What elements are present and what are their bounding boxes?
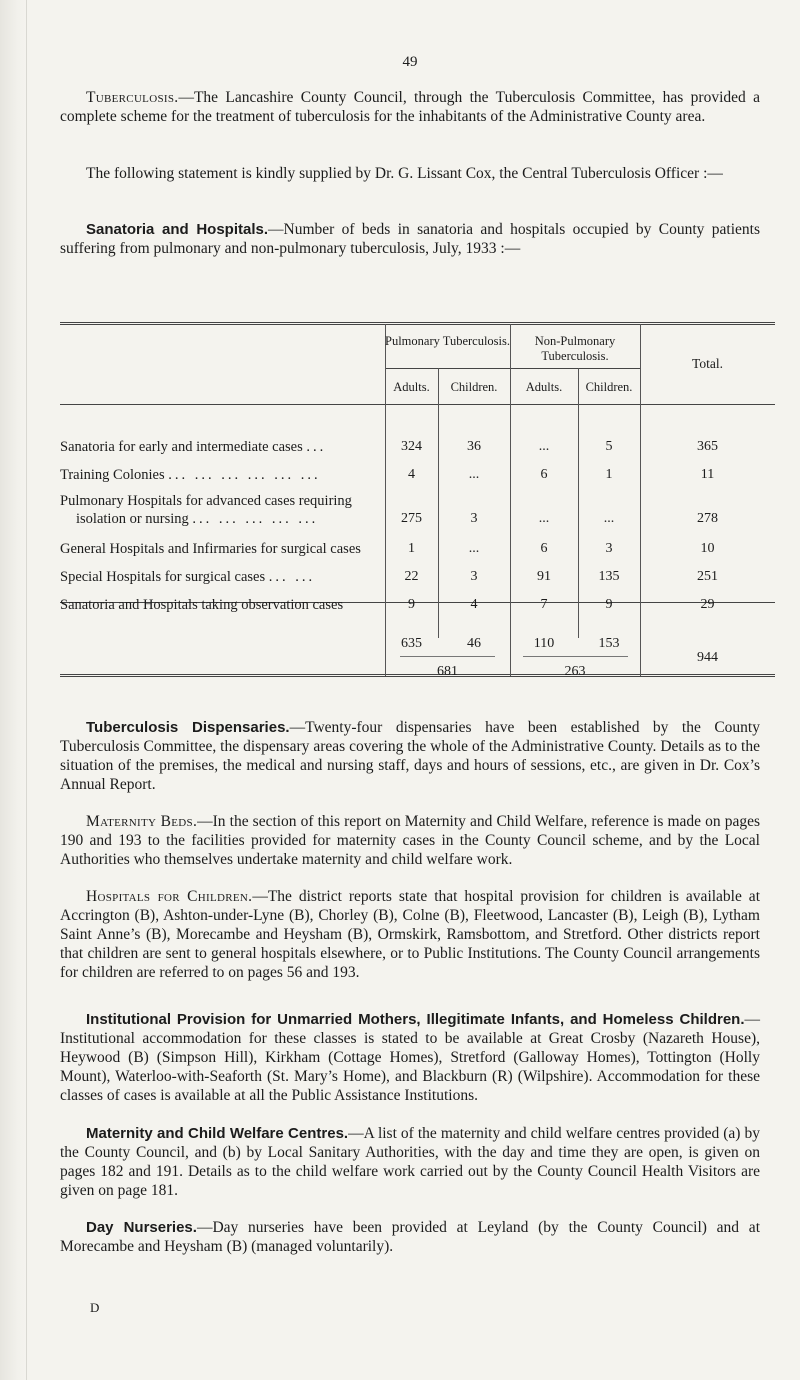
day-nurseries-paragraph (60, 1218, 760, 1256)
header-pulmonary: Pulmonary Tuberculosis. (385, 334, 511, 348)
row-label: Training Colonies ... ... ... ... ... ... (60, 467, 321, 483)
total-pulmonary-children: 46 (467, 636, 481, 651)
cell-pulmonary-adults: 9 (408, 597, 415, 612)
cell-pulmonary-adults: 22 (404, 569, 419, 584)
cell-non-pulmonary-adults: 6 (540, 467, 548, 482)
cell-pulmonary-adults: 4 (408, 467, 415, 482)
page-binding-edge (0, 0, 27, 1380)
sanatoria-heading: Sanatoria and Hospitals. (86, 221, 269, 238)
cell-total: 29 (700, 597, 715, 612)
non-pulmonary-group-rule (510, 368, 640, 369)
row-label: Special Hospitals for surgical cases ... ... (60, 569, 316, 585)
day-nurseries-text: —Day nurseries have been provided at Leyland (by the County Council) and at Morecambe and Heysham (B) (managed voluntarily). (60, 1219, 760, 1255)
header-pulmonary-children: Children. (450, 380, 498, 394)
welfare-centres-text: —A list of the maternity and child welfare centres provided (a) by the County Council, and (b) by Local Sanitary Authorities, with the day and time they are open, is given on pages 182 and 191. Details as to the child welfare work carried out by the County Council Health Visitors are given on page 181. (60, 1125, 760, 1199)
cell-non-pulmonary-children: 135 (598, 569, 620, 584)
non-pulmonary-brace (523, 656, 628, 657)
header-pulmonary-adults: Adults. (393, 380, 430, 394)
hospitals-children-heading: Hospitals for Children. (86, 888, 253, 905)
cell-non-pulmonary-adults: ... (538, 439, 550, 454)
cell-pulmonary-adults: 275 (401, 511, 422, 526)
signature-mark: D (90, 1300, 100, 1315)
total-pulmonary-adults: 635 (401, 636, 422, 651)
sanatoria-paragraph (60, 220, 760, 258)
cell-non-pulmonary-children: 1 (605, 467, 613, 482)
maternity-beds-heading: Maternity Beds. (86, 813, 198, 830)
cell-total: 11 (700, 467, 715, 482)
tuberculosis-text: —The Lancashire County Council, through the Tuberculosis Committee, has provided a complete scheme for the treatment of tuberculosis for the inhabitants of the Administrative County area. (60, 89, 760, 125)
cell-non-pulmonary-adults: 91 (537, 569, 551, 584)
cell-non-pulmonary-adults: 6 (540, 541, 548, 556)
cell-pulmonary-adults: 324 (401, 439, 422, 454)
table-top-rule-double (60, 324, 775, 325)
dispensaries-text: —Twenty-four dispensaries have been established by the County Tuberculosis Committee, the dispensary areas covering the whole of the Administrative County. Details as to the situation of the premises, the medical and nursing staff, days and hours of sessions, etc., are given in Dr. Cox’s Annual Report. (60, 719, 760, 793)
table-top-rule (60, 322, 775, 323)
cell-pulmonary-children: ... (468, 467, 480, 482)
cell-total: 251 (697, 569, 718, 584)
row-label: Pulmonary Hospitals for advanced cases requiring isolation or nursing ... ... ... ... ... (60, 493, 352, 527)
cell-total: 278 (697, 511, 718, 526)
hospitals-children-text: —The district reports state that hospital provision for children is available at Accrington (B), Ashton-under-Lyne (B), Chorley (B), Colne (B), Fleetwood, Lancaster (B), Leigh (B), Lytham Saint Anne’s (B), Morecambe and Heysham (B), Ormskirk, Ramsbottom, and Stretford. Other districts report that children are sent to general hospitals elsewhere, or to Public Institutions. The County Council arrangements for children are referred to on pages 56 and 193. (60, 888, 760, 981)
cell-non-pulmonary-adults: 7 (540, 597, 548, 612)
total-non-pulmonary-adults: 110 (533, 636, 555, 651)
dispensaries-paragraph (60, 718, 760, 794)
row-label: Sanatoria for early and intermediate cases ... (60, 439, 327, 455)
tuberculosis-heading: Tuberculosis. (86, 89, 179, 106)
cell-non-pulmonary-children: 5 (605, 439, 613, 454)
sanatoria-text: —Number of beds in sanatoria and hospitals occupied by County patients suffering from pulmonary and non-pulmonary tuberculosis, July, 1933 :— (60, 221, 760, 257)
row-label: General Hospitals and Infirmaries for surgical cases (60, 541, 361, 557)
total-non-pulmonary: 263 (564, 664, 586, 679)
welfare-centres-paragraph (60, 1124, 760, 1200)
cell-pulmonary-children: ... (468, 541, 480, 556)
cell-non-pulmonary-adults: ... (538, 511, 550, 526)
maternity-beds-paragraph (60, 812, 760, 869)
cell-pulmonary-children: 3 (470, 511, 478, 526)
grand-total: 944 (697, 650, 718, 665)
total-pulmonary: 681 (437, 664, 458, 679)
statement-paragraph (60, 164, 760, 183)
pulmonary-group-rule (385, 368, 510, 369)
day-nurseries-heading: Day Nurseries. (86, 1219, 197, 1236)
cell-total: 10 (700, 541, 715, 556)
pulmonary-brace (400, 656, 495, 657)
col-rule-5 (640, 324, 641, 676)
institutional-heading: Institutional Provision for Unmarried Mothers, Illegitimate Infants, and Homeless Children. (86, 1011, 745, 1028)
header-bottom-rule (60, 404, 775, 405)
cell-non-pulmonary-children: 9 (605, 597, 613, 612)
institutional-paragraph (60, 1010, 760, 1105)
col-rule-1 (385, 324, 386, 676)
cell-non-pulmonary-children: 3 (605, 541, 613, 556)
cell-pulmonary-adults: 1 (408, 541, 415, 556)
welfare-centres-heading: Maternity and Child Welfare Centres. (86, 1125, 349, 1142)
institutional-text: — Institutional accommodation for these classes is stated to be available at Great Crosby (Nazareth House), Heywood (B) (Simpson Hill), Kirkham (Cottage Homes), Stretford (Galloway Homes), Tottington (Holly Mount), Waterloo-with-Seaforth (St. Mary’s Home), and Blackburn (R) (Wilpshire). Accommodation for these classes of cases is available at all the Public Assistance Institutions. (60, 1011, 760, 1104)
beds-table (60, 322, 780, 677)
col-rule-3 (510, 324, 511, 676)
maternity-beds-text: —In the section of this report on Maternity and Child Welfare, reference is made on pages 190 and 193 to the facilities provided for maternity cases in the County Council scheme, and by the Local Authorities who themselves undertake maternity and child welfare work. (60, 813, 761, 868)
cell-pulmonary-children: 3 (470, 569, 478, 584)
dispensaries-heading: Tuberculosis Dispensaries. (86, 719, 290, 736)
header-non-pulmonary-children: Children. (585, 380, 633, 394)
header-non-pulmonary: Non-Pulmonary Tuberculosis. (534, 334, 616, 363)
cell-total: 365 (697, 439, 718, 454)
statement-text: The following statement is kindly supplied by Dr. G. Lissant Cox, the Central Tuberculosis Officer :— (86, 165, 723, 182)
total-non-pulmonary-children: 153 (598, 636, 620, 651)
header-non-pulmonary-adults: Adults. (525, 380, 563, 394)
hospitals-children-paragraph (60, 887, 760, 982)
tuberculosis-paragraph (60, 88, 760, 126)
header-total: Total. (692, 356, 723, 371)
page-number: 49 (402, 54, 418, 70)
row-label: Sanatoria and Hospitals taking observation cases (60, 597, 344, 613)
cell-pulmonary-children: 36 (467, 439, 481, 454)
cell-pulmonary-children: 4 (470, 597, 478, 612)
cell-non-pulmonary-children: ... (603, 511, 615, 526)
